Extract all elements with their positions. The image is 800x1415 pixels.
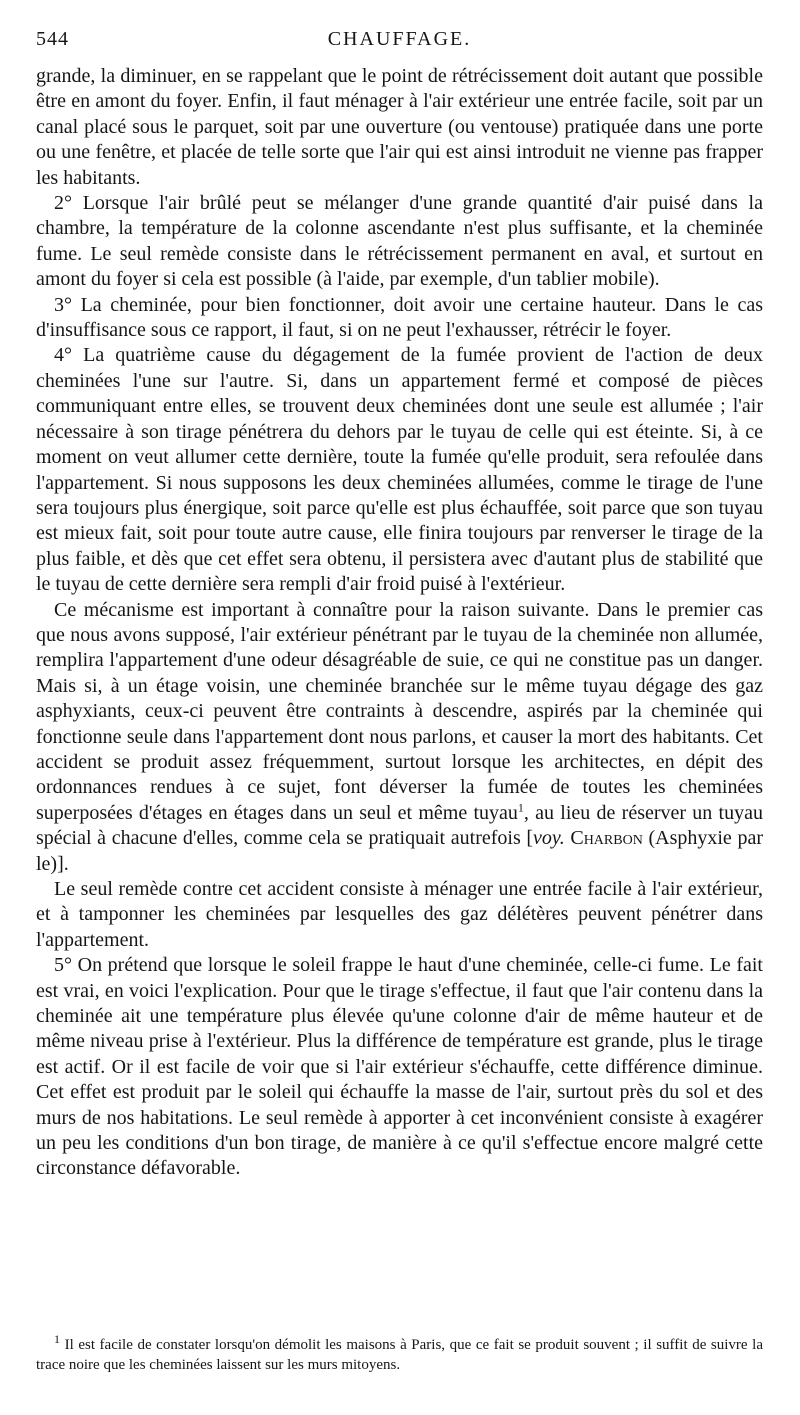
paragraph-cause-2: 2° Lorsque l'air brûlé peut se mélanger d'une grande quantité d'air puisé dans la chambre, la température de la colonne ascendante n'est plus suffisante, et la cheminée fume. Le seul remède consiste dans le rétrécissement permanent en aval, et surtout en amont du foyer si cela est possible (à l'aide, par exemple, d'un tablier mobile). xyxy=(36,192,763,291)
page-number: 544 xyxy=(36,28,69,50)
paragraph-cause-4: 4° La quatrième cause du dégagement de la fumée provient de l'action de deux cheminées l'une sur l'autre. Si, dans un appartement fermé et composé de pièces communiquant entre elles, se trouvent deux cheminées dont une seule est allumée ; l'air nécessaire à son tirage pénétrera du dehors par le tuyau de celle qui est éteinte. Si, à ce moment on veut allumer cette dernière, toute la fumée qu'elle produit, sera refoulée dans l'appartement. Si nous supposons les deux cheminées allumées, comme le tirage de l'une sera toujours plus énergique, soit parce qu'elle est plus échauffée, soit parce que son tuyau est mieux fait, soit pour toute autre cause, elle finira toujours par renverser le tirage de la plus faible, et dès que cet effet sera obtenu, il persistera avec d'autant plus de stabilité que le tuyau de cette dernière sera rempli d'air froid puisé à l'extérieur. xyxy=(36,344,763,596)
footnote-text xyxy=(36,1332,763,1375)
page-header xyxy=(36,28,763,56)
mechanism-text: Ce mécanisme est important à connaître pour la raison suivante. Dans le premier cas que nous avons supposé, l'air extérieur pénétrant par le tuyau de la cheminée non allumée, remplira l'appartement d'une odeur désagréable de suie, ce qui ne constitue pas un danger. Mais si, à un étage voisin, une cheminée branchée sur le même tuyau dégage des gaz asphyxiants, ceux-ci peuvent être contraints à descendre, aspirés par la cheminée qui fonctionne seule dans l'appartement dont nous parlons, et causer la mort des habitants. Cet accident se produit assez fréquemment, surtout lorsque les architectes, en dépit des ordonnances rendues à ce sujet, font déverser la fumée de toutes les cheminées superposées d'étages en étages dans un seul et même tuyau xyxy=(36,598,763,824)
body-text xyxy=(36,64,763,1182)
paragraph-mechanism xyxy=(36,598,763,877)
paragraph-cause-3: 3° La cheminée, pour bien fonctionner, doit avoir une certaine hauteur. Dans le cas d'insuffisance sous ce rapport, il faut, si on ne peut l'exhausser, rétrécir le foyer. xyxy=(36,293,763,342)
paragraph-cause-5: 5° On prétend que lorsque le soleil frappe le haut d'une cheminée, celle-ci fume. Le fait est vrai, en voici l'explication. Pour que le tirage s'effectue, il faut que l'air contenu dans la cheminée ait une température plus élevée qu'une colonne d'air de même hauteur et de même niveau prise à l'extérieur. Plus la différence de température est grande, plus le tirage est actif. Or il est facile de voir que si l'air extérieur s'échauffe, cette différence diminue. Cet effet est produit par le soleil qui échauffe la masse de l'air, surtout près du sol et des murs de nos habitations. Le seul remède à apporter à cet inconvénient consiste à exagérer un peu les conditions d'un bon tirage, de manière à ce qu'il s'effectue encore malgré cette circonstance défavorable. xyxy=(36,954,763,1180)
mechanism-text-end: (Asphyxie par le)]. xyxy=(36,827,763,875)
voy-abbrev: voy. xyxy=(533,827,565,850)
footnote xyxy=(36,1332,763,1375)
footnote-marker: 1 xyxy=(54,1332,60,1346)
footnote-body: Il est facile de constater lorsqu'on démolit les maisons à Paris, que ce fait se produit souvent ; il suffit de suivre la trace noire que les cheminées laissent sur les murs mitoyens. xyxy=(36,1337,763,1373)
running-title: CHAUFFAGE. xyxy=(327,28,472,50)
footnote-reference: 1 xyxy=(517,800,524,815)
cross-reference-charbon: Charbon xyxy=(570,827,643,850)
paragraph-continuation: grande, la diminuer, en se rappelant que le point de rétrécissement doit autant que possible être en amont du foyer. Enfin, il faut ménager à l'air extérieur une entrée facile, soit par un canal placé sous le parquet, soit par une ouverture (ou ventouse) pratiquée dans une porte ou une fenêtre, et placée de telle sorte que l'air qui est ainsi introduit ne vienne pas frapper les habitants. xyxy=(36,65,763,189)
mechanism-text-cont: , au lieu de réserver un tuyau spécial à chacune d'elles, comme cela se pratiquait autrefois [ xyxy=(36,801,763,850)
paragraph-remedy: Le seul remède contre cet accident consiste à ménager une entrée facile à l'air extérieur, et à tamponner les cheminées par lesquelles des gaz délétères peuvent pénétrer dans l'appartement. xyxy=(36,878,763,951)
